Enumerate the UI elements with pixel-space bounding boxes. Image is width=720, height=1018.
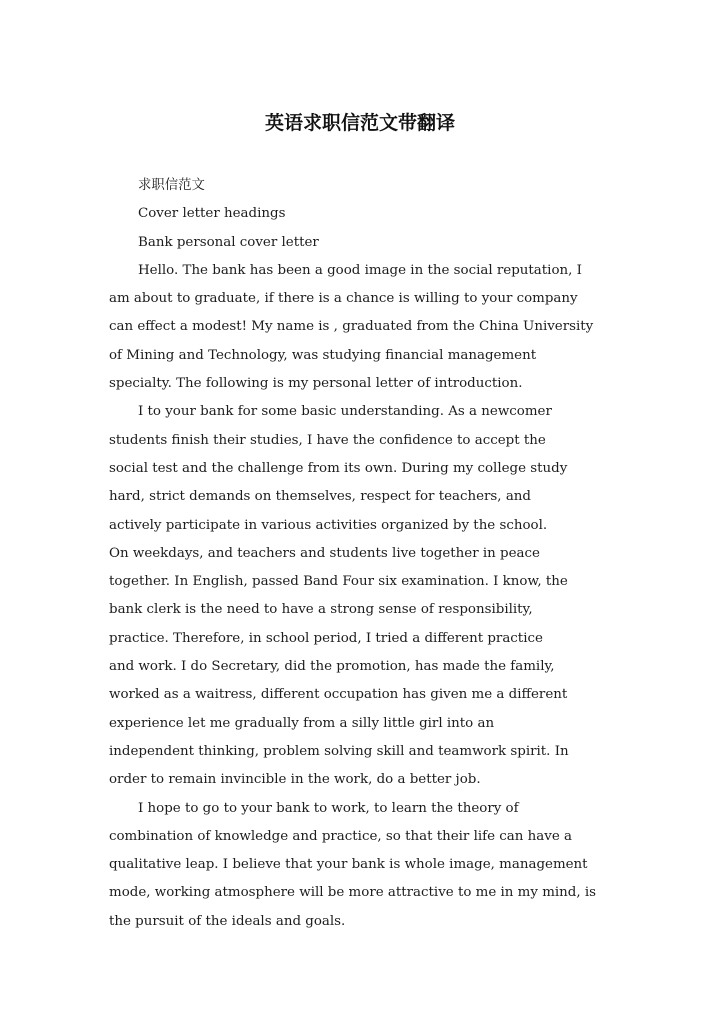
heading-line: Cover letter headings — [138, 206, 286, 222]
paragraph — [109, 398, 621, 794]
text-line: the pursuit of the ideals and goals. — [109, 913, 346, 929]
paragraph — [109, 795, 621, 936]
text-line: mode, working atmosphere will be more attractive to me in my mind, is — [109, 885, 597, 901]
text-line: experience let me gradually from a silly little girl into an — [109, 715, 495, 731]
heading-line: 求职信范文 — [138, 178, 205, 193]
text-line: and work. I do Secretary, did the promotion, has made the family, — [109, 659, 555, 675]
text-line: qualitative leap. I believe that your bank is whole image, management — [109, 857, 588, 873]
text-line: I hope to go to your bank to work, to learn the theory of — [138, 800, 519, 816]
text-line: together. In English, passed Band Four six examination. I know, the — [109, 574, 568, 590]
heading-line-group — [109, 172, 621, 257]
text-line: Hello. The bank has been a good image in the social reputation, I — [138, 262, 582, 278]
document-title: 英语求职信范文带翻译 — [264, 112, 455, 134]
text-line: students finish their studies, I have the confidence to accept the — [109, 432, 546, 448]
paragraph — [109, 257, 621, 398]
document-body — [109, 172, 621, 936]
text-line: am about to graduate, if there is a chance is willing to your company — [109, 291, 578, 307]
text-line: social test and the challenge from its own. During my college study — [109, 460, 568, 476]
text-line: can effect a modest! My name is , graduated from the China University — [109, 319, 594, 335]
heading-line: Bank personal cover letter — [138, 234, 319, 250]
text-line: actively participate in various activities organized by the school. — [109, 517, 548, 533]
text-line: hard, strict demands on themselves, respect for teachers, and — [109, 489, 532, 505]
text-line: of Mining and Technology, was studying financial management — [109, 347, 537, 363]
text-line: I to your bank for some basic understanding. As a newcomer — [138, 404, 552, 420]
text-line: On weekdays, and teachers and students live together in peace — [109, 545, 540, 561]
text-line: specialty. The following is my personal letter of introduction. — [109, 376, 523, 392]
text-line: worked as a waitress, different occupation has given me a different — [109, 687, 568, 703]
text-line: combination of knowledge and practice, so that their life can have a — [109, 828, 572, 844]
text-line: order to remain invincible in the work, do a better job. — [109, 772, 481, 788]
text-line: bank clerk is the need to have a strong sense of responsibility, — [109, 602, 533, 618]
text-line: practice. Therefore, in school period, I tried a different practice — [109, 630, 543, 646]
text-line: independent thinking, problem solving skill and teamwork spirit. In — [109, 743, 569, 759]
